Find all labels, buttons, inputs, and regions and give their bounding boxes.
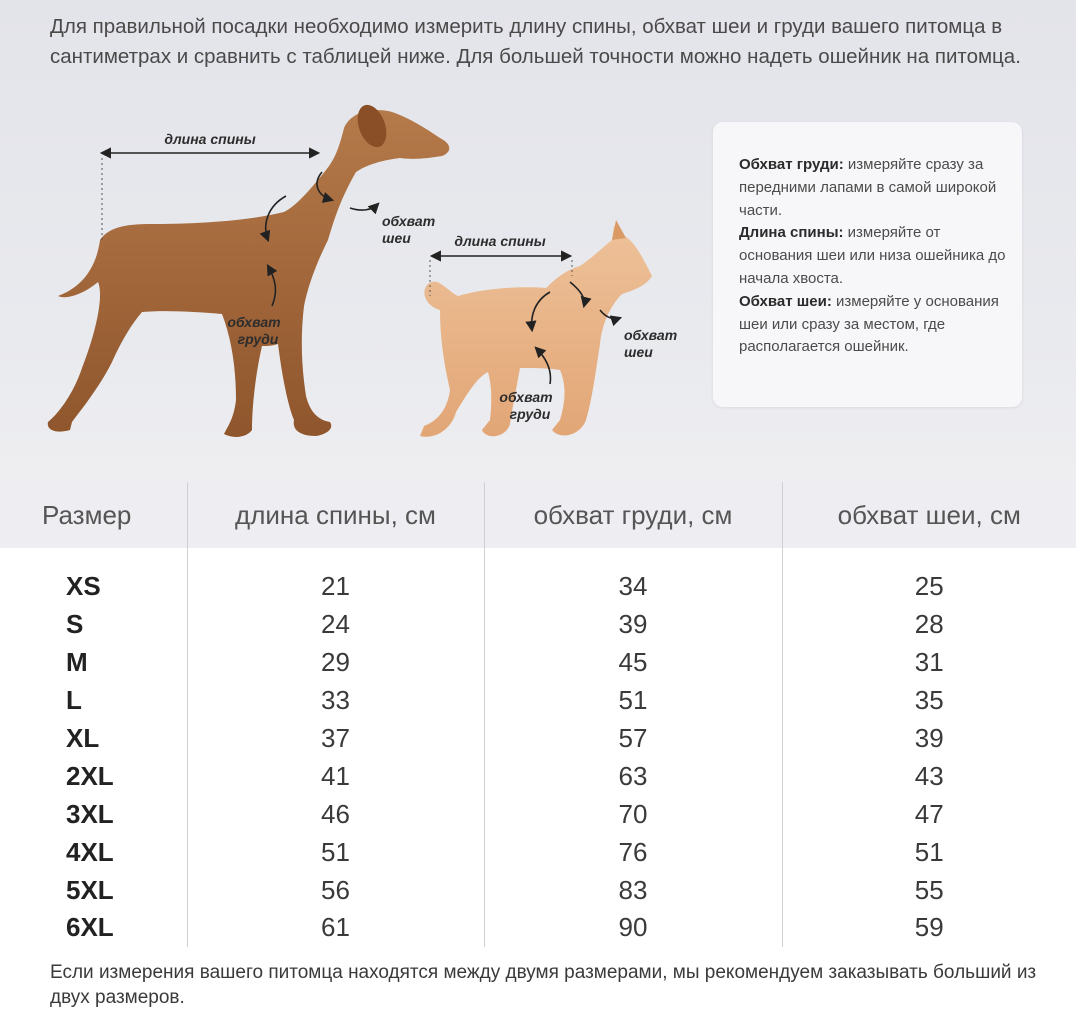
dog-chest-label-1: обхват (227, 314, 281, 330)
back-length-value: 41 (187, 757, 484, 795)
chest-value: 34 (484, 548, 782, 606)
back-length-value: 21 (187, 548, 484, 606)
dog-neck-label-1: обхват (382, 213, 436, 229)
neck-value: 25 (782, 548, 1076, 606)
size-label: 4XL (66, 836, 114, 867)
header-size: Размер (0, 482, 187, 548)
dog-back-label: длина спины (164, 131, 256, 147)
footnote: Если измерения вашего питомца находятся между двумя размерами, мы рекомендуем заказывать больший из двух размеров. (50, 962, 1037, 1008)
neck-value: 31 (782, 644, 1076, 682)
size-label: L (66, 685, 82, 716)
back-length-value: 29 (187, 644, 484, 682)
info-chest-title: Обхват груди: (739, 156, 844, 173)
dog-neck-label-2: шеи (382, 230, 411, 246)
back-length-value: 46 (187, 795, 484, 833)
chest-value: 51 (484, 682, 782, 720)
chest-value: 57 (484, 720, 782, 758)
header-chest: обхват груди, см (484, 482, 782, 548)
neck-value: 43 (782, 757, 1076, 795)
chest-value: 70 (484, 795, 782, 833)
cat-neck-label-1: обхват (624, 327, 678, 343)
cat-chest-label-1: обхват (499, 389, 553, 405)
neck-value: 47 (782, 795, 1076, 833)
info-chest-text: измеряйте сразу за передними лапами в самой широкой части. (739, 156, 997, 219)
cat-back-label: длина спины (454, 233, 546, 249)
dog-illustration (48, 101, 450, 437)
size-label: 5XL (66, 874, 114, 905)
neck-value: 59 (782, 909, 1076, 947)
size-label: XL (66, 723, 100, 753)
intro-text: Для правильной посадки необходимо измерить длину спины, обхват шеи и груди вашего питомца в сантиметрах и сравнить с таблицей ниже. Для большей точности можно надеть ошейник на питомца. (50, 15, 1021, 68)
table-row (0, 644, 1076, 682)
info-neck-title: Обхват шеи: (739, 292, 832, 310)
size-table-header (0, 482, 1076, 548)
chest-value: 83 (484, 871, 782, 909)
chest-value: 45 (484, 644, 782, 682)
dog-chest-label-2: груди (237, 331, 279, 347)
info-back-title: Длина спины: (739, 224, 844, 242)
size-label: S (66, 609, 84, 640)
chest-value: 76 (484, 833, 782, 871)
table-row (0, 795, 1076, 833)
neck-value: 55 (782, 871, 1076, 909)
size-label: 3XL (66, 798, 114, 829)
table-row (0, 548, 1076, 606)
info-neck (739, 291, 1010, 359)
table-row (0, 871, 1076, 909)
header-back-length: длина спины, см (187, 482, 484, 548)
size-label: XS (66, 571, 101, 602)
neck-value: 35 (782, 682, 1076, 720)
back-length-value: 37 (187, 720, 484, 758)
info-back (739, 222, 1010, 290)
table-row (0, 833, 1076, 871)
size-label: M (66, 647, 88, 678)
neck-value: 51 (782, 833, 1076, 871)
size-table (0, 482, 1076, 947)
info-back-text: измеряйте от основания шеи или низа ошейника до начала хвоста. (739, 224, 1006, 287)
chest-value: 63 (484, 757, 782, 795)
back-length-value: 33 (187, 682, 484, 720)
table-row (0, 720, 1076, 758)
back-length-value: 61 (187, 909, 484, 947)
back-length-value: 56 (187, 871, 484, 909)
cat-chest-label-2: груди (509, 406, 551, 422)
info-neck-text: измеряйте у основания шеи или сразу за местом, где располагается ошейник. (739, 292, 999, 356)
table-row (0, 909, 1076, 947)
table-row (0, 606, 1076, 644)
size-label: 2XL (66, 760, 114, 791)
chest-value: 39 (484, 606, 782, 644)
chest-value: 90 (484, 909, 782, 947)
size-label: 6XL (66, 912, 114, 943)
measurement-info-card (713, 122, 1022, 407)
neck-value: 39 (782, 720, 1076, 758)
back-length-value: 24 (187, 606, 484, 644)
back-length-value: 51 (187, 833, 484, 871)
table-row (0, 757, 1076, 795)
header-neck: обхват шеи, см (782, 482, 1076, 548)
measurement-diagram (0, 100, 700, 480)
cat-neck-label-2: шеи (624, 344, 653, 360)
table-row (0, 682, 1076, 720)
neck-value: 28 (782, 606, 1076, 644)
info-chest (739, 154, 1010, 222)
